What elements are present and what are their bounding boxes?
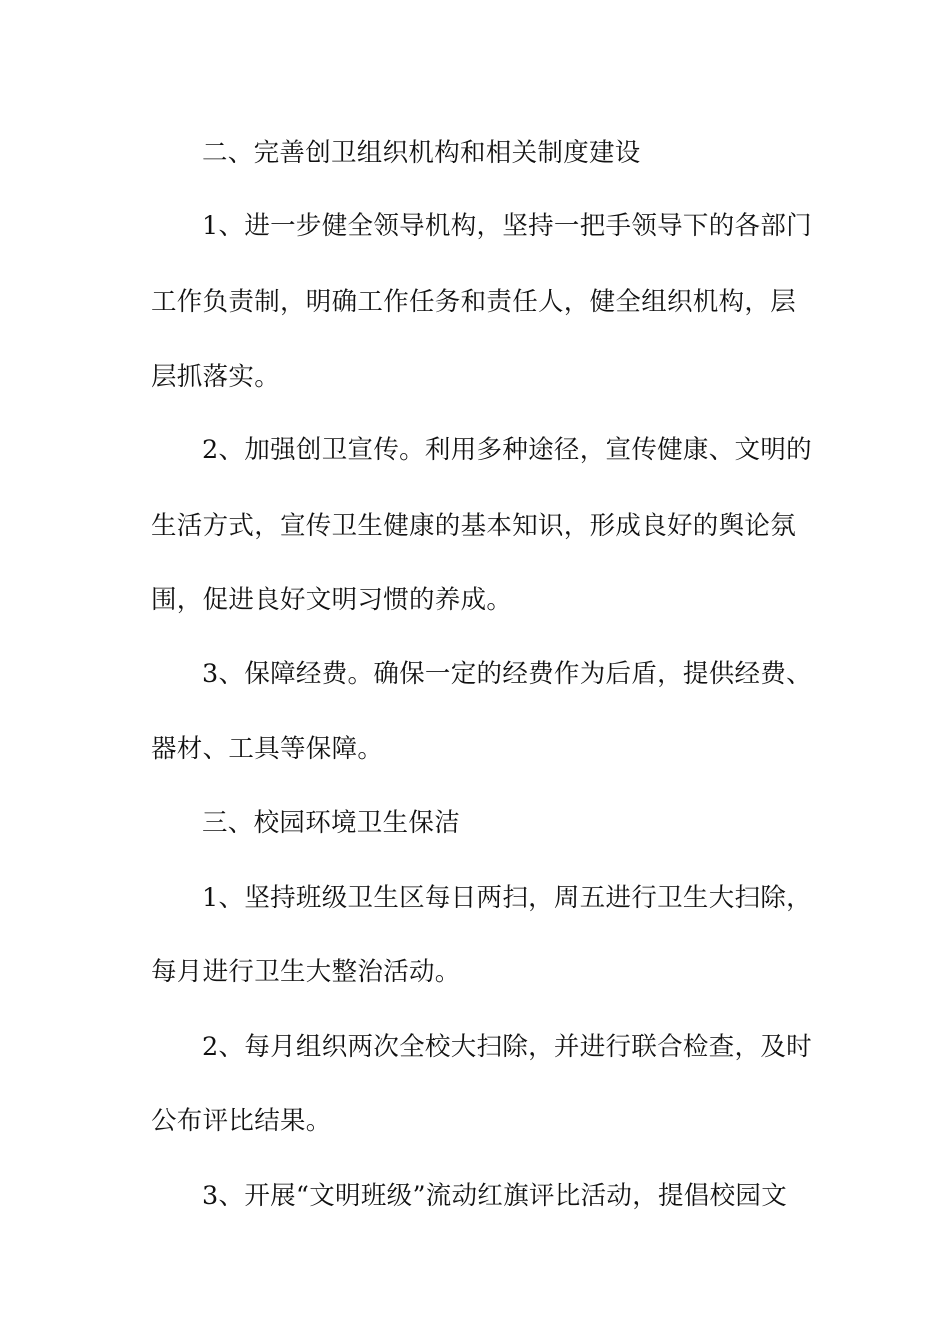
paragraph-line: 1、进一步健全领导机构，坚持一把手领导下的各部门 (202, 211, 812, 241)
paragraph-line: 3、保障经费。确保一定的经费作为后盾，提供经费、 (202, 659, 812, 689)
paragraph-line: 3、开展“文明班级”流动红旗评比活动，提倡校园文 (202, 1181, 787, 1211)
paragraph-line: 2、加强创卫宣传。利用多种途径，宣传健康、文明的 (202, 435, 812, 465)
paragraph-line: 1、坚持班级卫生区每日两扫，周五进行卫生大扫除， (202, 883, 812, 913)
paragraph-line: 层抓落实。 (151, 362, 281, 392)
paragraph-line: 2、每月组织两次全校大扫除，并进行联合检查，及时 (202, 1032, 812, 1062)
paragraph-line: 器材、工具等保障。 (151, 734, 384, 764)
paragraph-line: 公布评比结果。 (151, 1106, 332, 1136)
paragraph-line: 生活方式，宣传卫生健康的基本知识，形成良好的舆论氛 (151, 511, 797, 541)
section-heading-3: 三、校园环境卫生保洁 (202, 808, 461, 838)
paragraph-line: 工作负责制，明确工作任务和责任人，健全组织机构，层 (151, 287, 797, 317)
section-heading-2: 二、完善创卫组织机构和相关制度建设 (202, 138, 641, 168)
paragraph-line: 围，促进良好文明习惯的养成。 (151, 585, 513, 615)
paragraph-line: 每月进行卫生大整治活动。 (151, 957, 461, 987)
